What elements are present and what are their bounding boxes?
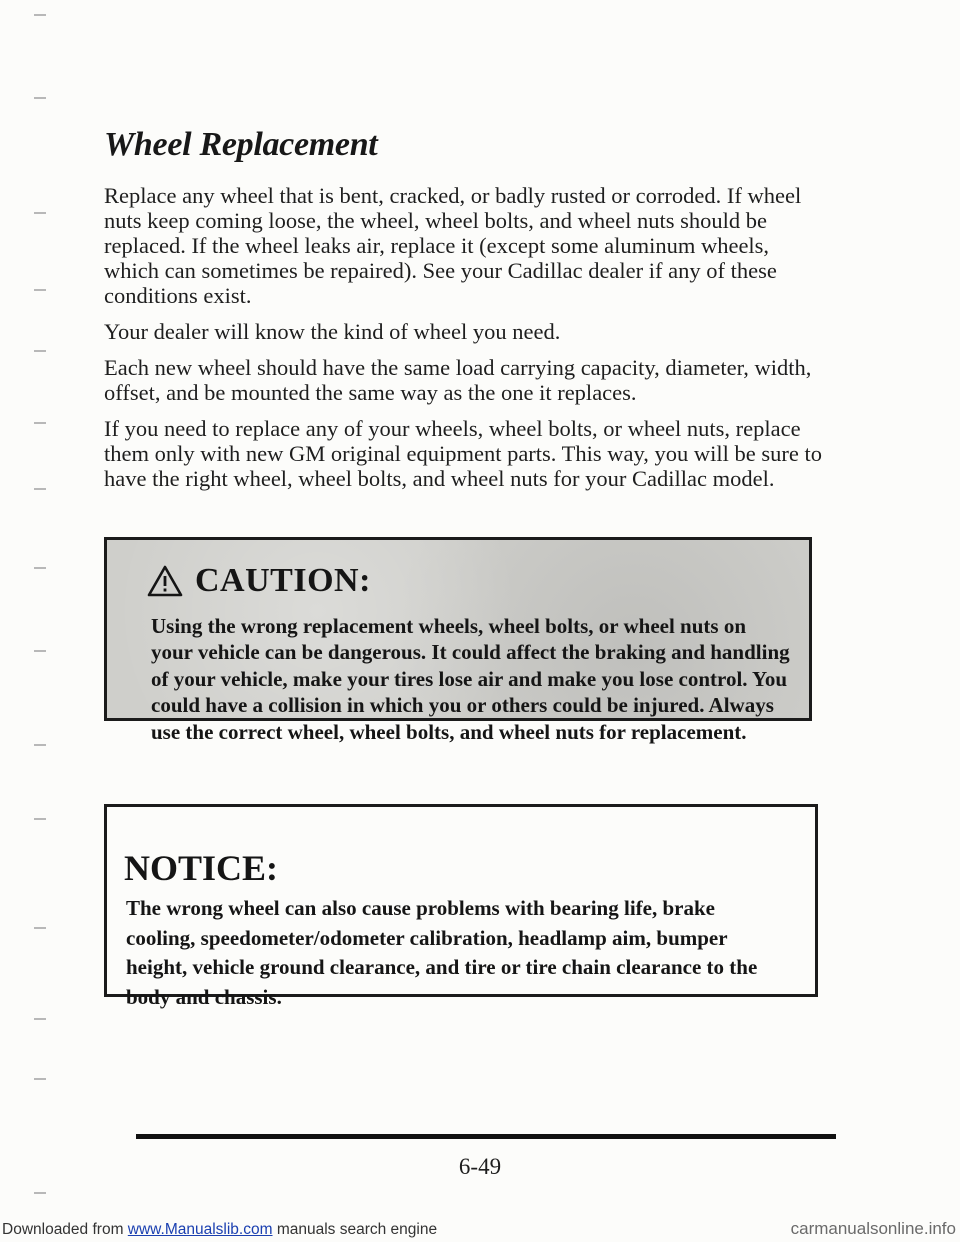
caution-box <box>104 537 812 744</box>
margin-mark <box>34 744 46 746</box>
margin-mark <box>34 1192 46 1194</box>
margin-mark <box>34 350 46 352</box>
notice-text: The wrong wheel can also cause problems with bearing life, brake cooling, speedometer/odometer calibration, headlamp aim, bumper height, vehicle ground clearance, and tire or tire chain clearance to the body and chassis. <box>126 896 758 1009</box>
footer-suffix: manuals search engine <box>272 1221 438 1238</box>
notice-title: NOTICE: <box>124 848 279 888</box>
margin-marks <box>0 0 60 1242</box>
paragraph: Each new wheel should have the same load carrying capacity, diameter, width, offset, and be mounted the same way as the one it replaces. <box>104 355 812 405</box>
footer-rule <box>136 1134 836 1139</box>
notice-box <box>104 804 818 1009</box>
caution-text: Using the wrong replacement wheels, wheel bolts, or wheel nuts on your vehicle can be dangerous. It could affect the braking and handling of your vehicle, make your tires lose air and make you lose control. You could have a collision in which you or others could be injured. Always use the correct wheel, wheel bolts, and wheel nuts for replacement. <box>151 614 790 744</box>
margin-mark <box>34 1018 46 1020</box>
margin-mark <box>34 212 46 214</box>
paragraph: Your dealer will know the kind of wheel you need. <box>104 319 561 344</box>
margin-mark <box>34 422 46 424</box>
margin-mark <box>34 927 46 929</box>
margin-mark <box>34 650 46 652</box>
footer-prefix: Downloaded from <box>2 1221 128 1238</box>
caution-heading <box>147 562 371 600</box>
margin-mark <box>34 14 46 16</box>
paragraph: Replace any wheel that is bent, cracked, or badly rusted or corroded. If wheel nuts keep coming loose, the wheel, wheel bolts, and wheel nuts should be replaced. If the wheel leaks air, replace it (except some aluminum wheels, which can sometimes be repaired). See your Cadillac dealer if any of these conditions exist. <box>104 183 802 308</box>
page-title: Wheel Replacement <box>104 126 378 163</box>
caution-title: CAUTION: <box>195 562 371 599</box>
watermark: carmanualsonline.info <box>790 1219 956 1238</box>
manualslib-link[interactable]: www.Manualslib.com <box>127 1221 273 1238</box>
download-footer <box>0 1221 960 1242</box>
margin-mark <box>34 488 46 490</box>
margin-mark <box>34 567 46 569</box>
margin-mark <box>34 1078 46 1080</box>
margin-mark <box>34 818 46 820</box>
margin-mark <box>34 97 46 99</box>
body-text <box>104 183 824 502</box>
footer-source <box>2 1221 437 1239</box>
margin-mark <box>34 289 46 291</box>
warning-triangle-icon <box>147 565 183 597</box>
paragraph: If you need to replace any of your wheels, wheel bolts, or wheel nuts, replace them only with new GM original equipment parts. This way, you will be sure to have the right wheel, wheel bolts, and wheel nuts for your Cadillac model. <box>104 416 823 491</box>
page-number: 6-49 <box>458 1154 502 1179</box>
